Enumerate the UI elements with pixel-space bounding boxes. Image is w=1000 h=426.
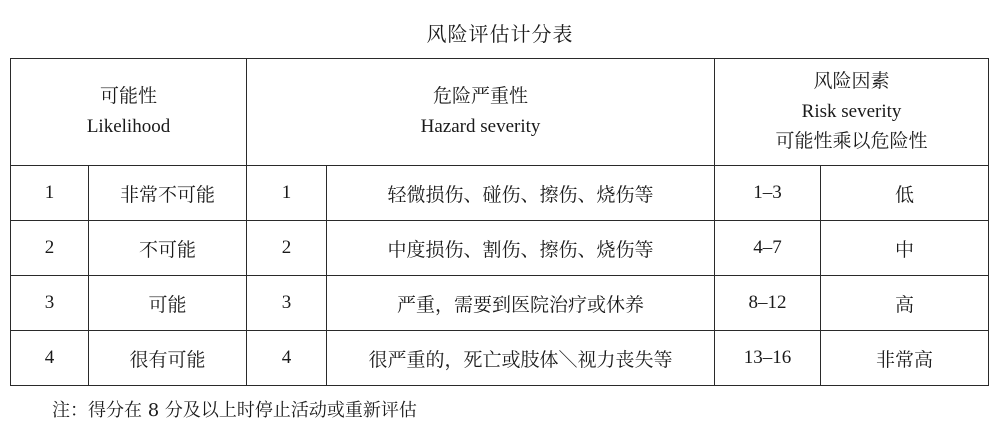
table-row xyxy=(11,276,989,331)
likelihood-number: 2 xyxy=(11,221,89,276)
footnote: 注：得分在 8 分及以上时停止活动或重新评估 xyxy=(52,400,417,421)
risk-header-formula: 可能性乘以危险性 xyxy=(775,131,928,152)
hazard-number: 4 xyxy=(247,331,327,386)
risk-level: 非常高 xyxy=(821,331,989,386)
hazard-header xyxy=(247,59,715,166)
likelihood-text: 很有可能 xyxy=(89,331,247,386)
risk-header-cn: 风险因素 xyxy=(813,71,890,92)
likelihood-text: 非常不可能 xyxy=(89,166,247,221)
likelihood-text: 可能 xyxy=(89,276,247,331)
risk-level: 低 xyxy=(821,166,989,221)
likelihood-number: 4 xyxy=(11,331,89,386)
hazard-text: 轻微损伤、碰伤、擦伤、烧伤等 xyxy=(327,166,715,221)
likelihood-header-en: Likelihood xyxy=(86,116,171,137)
risk-range: 8–12 xyxy=(715,276,821,331)
risk-header-en: Risk severity xyxy=(801,101,902,122)
likelihood-header xyxy=(11,59,247,166)
risk-level: 中 xyxy=(821,221,989,276)
risk-assessment-table xyxy=(10,58,989,386)
risk-range: 1–3 xyxy=(715,166,821,221)
likelihood-text: 不可能 xyxy=(89,221,247,276)
hazard-text: 中度损伤、割伤、擦伤、烧伤等 xyxy=(327,221,715,276)
likelihood-number: 1 xyxy=(11,166,89,221)
table-row xyxy=(11,166,989,221)
risk-range: 4–7 xyxy=(715,221,821,276)
table-row xyxy=(11,331,989,386)
table-header-row xyxy=(11,59,989,166)
table-title: 风险评估计分表 xyxy=(426,22,574,46)
table-row xyxy=(11,221,989,276)
risk-header xyxy=(715,59,989,166)
hazard-number: 1 xyxy=(247,166,327,221)
likelihood-header-cn: 可能性 xyxy=(100,86,158,107)
hazard-number: 3 xyxy=(247,276,327,331)
risk-range: 13–16 xyxy=(715,331,821,386)
hazard-text: 严重，需要到医院治疗或休养 xyxy=(327,276,715,331)
hazard-text: 很严重的，死亡或肢体＼视力丧失等 xyxy=(327,331,715,386)
hazard-header-en: Hazard severity xyxy=(420,116,541,137)
hazard-header-cn: 危险严重性 xyxy=(433,86,529,107)
risk-level: 高 xyxy=(821,276,989,331)
likelihood-number: 3 xyxy=(11,276,89,331)
hazard-number: 2 xyxy=(247,221,327,276)
